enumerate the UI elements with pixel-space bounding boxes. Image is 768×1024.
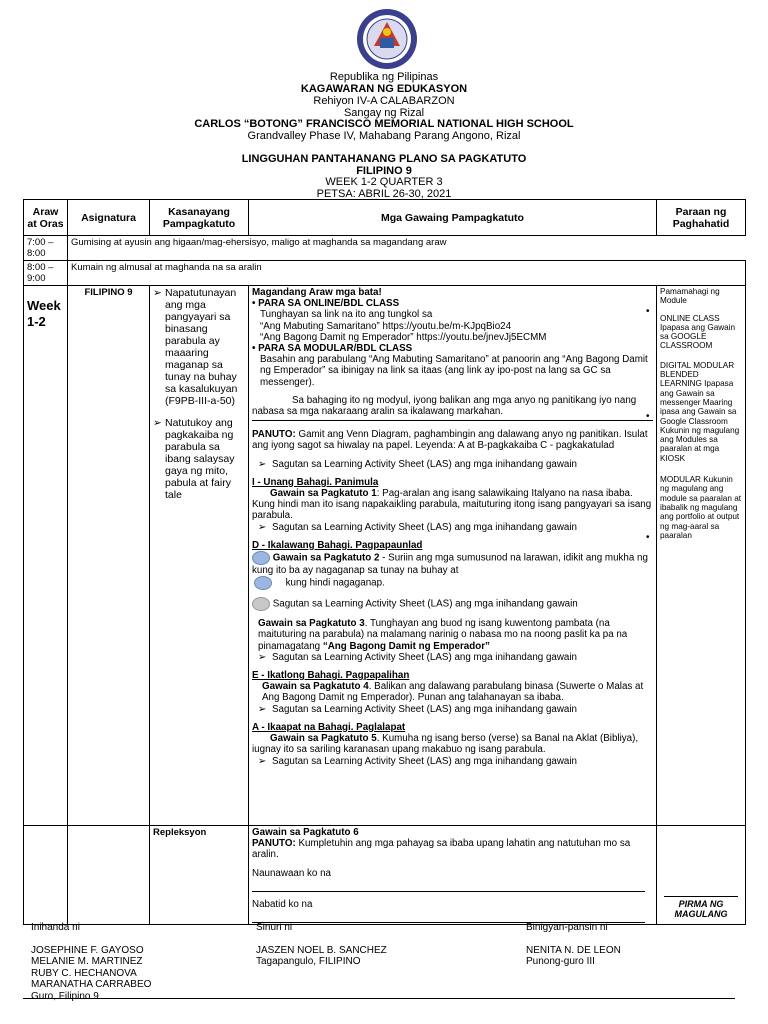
arrow-bullet-icon: ➢ — [257, 703, 267, 715]
panuto-venn — [252, 429, 653, 451]
region-text: Rehiyon IV-A CALABARZON — [313, 95, 455, 107]
reflection-cell — [249, 826, 657, 925]
arrow-bullet-icon: ➢ — [153, 417, 162, 429]
department-text: KAGAWARAN NG EDUKASYON — [300, 83, 468, 95]
link-samaritano[interactable]: “Ang Mabuting Samaritano” https://youtu.be/m-KJpqBio24 — [260, 320, 512, 332]
objective-text-1: Napatutunayan ang mga pangyayari sa binasang parabula ay maaaring maganap sa tunay na buhay sa kasalukuyan (F9PB-III-a-50) — [165, 287, 238, 407]
header-araw: Araw at Oras — [24, 200, 68, 236]
panuto-label: PANUTO: — [252, 838, 296, 850]
panuto-label: PANUTO: — [252, 429, 296, 441]
las-text: Sagutan sa Learning Activity Sheet (LAS) ang mga inihandang gawain — [272, 458, 577, 470]
noted-label: Binigyan-pansin ni — [526, 922, 608, 933]
gawain2-label: Gawain sa Pagkatuto 2 — [272, 552, 380, 564]
arrow-bullet-icon: ➢ — [257, 521, 267, 533]
principal-name: NENITA N. DE LEON — [526, 944, 621, 956]
las-instruction — [252, 756, 653, 767]
paraan-cell — [657, 286, 746, 826]
gawain4-label: Gawain sa Pagkatuto 4 — [262, 681, 369, 693]
arrow-bullet-icon: ➢ — [257, 755, 267, 767]
nabatid-label: Nabatid ko na — [252, 898, 313, 910]
week-quarter: WEEK 1-2 QUARTER 3 — [325, 176, 443, 188]
teacher-title: Guro, Filipino 9 — [31, 990, 99, 1002]
gawain3-label: Gawain sa Pagkatuto 3 — [258, 618, 365, 630]
gawain1-text — [252, 488, 653, 522]
gawain1-label: Gawain sa Pagkatuto 1 — [270, 488, 377, 500]
online-class-label: PARA SA ONLINE/BDL CLASS — [258, 298, 400, 310]
objectives-cell — [150, 286, 249, 826]
objective-item — [153, 417, 245, 501]
las-instruction — [252, 459, 653, 470]
paraan-module: Pamamahagi ng Module — [660, 287, 720, 306]
date-text: PETSA: ABRIL 26-30, 2021 — [316, 188, 452, 200]
arrow-bullet-icon: ➢ — [257, 651, 267, 663]
reflection-label: Repleksyon — [150, 826, 249, 925]
gawain5-body: . Kumuha ng isang berso (verse) sa Banal na Aklat (Bibliya), iugnay ito sa sariling karanasan upang makabuo ng isang parabula. — [252, 733, 639, 756]
prepared-by — [31, 922, 151, 1002]
las-text: Sagutan sa Learning Activity Sheet (LAS) ang mga inihandang gawain — [272, 598, 578, 610]
las-instruction — [252, 704, 653, 715]
gawain3-text — [252, 618, 653, 652]
gawain2-body-b: ng kung ito ba ay nagaganap sa tunay na buhay at — [252, 552, 648, 577]
checker-name: JASZEN NOEL B. SANCHEZ — [256, 944, 387, 956]
las-instruction — [252, 522, 653, 533]
activities-cell — [249, 286, 657, 826]
teacher-name: JOSEPHINE F. GAYOSO — [31, 944, 144, 956]
row1-activity: Gumising at ayusin ang higaan/mag-ehersisyo, maligo at maghanda sa magandang araw — [68, 236, 746, 261]
part3-title: E - Ikatlong Bahagi. Pagpapalihan — [252, 670, 410, 682]
las-text: Sagutan sa Learning Activity Sheet (LAS) ang mga inihandang gawain — [272, 521, 577, 533]
link-emperador[interactable]: “Ang Bagong Damit ng Emperador” https://youtu.be/jnevJj5ECMM — [260, 331, 547, 343]
gawain2-body-a: - Suriin ang mga sumusunod na larawan, idikit ang mukha — [379, 552, 635, 564]
panuto-text: Kumpletuhin ang mga pahayag sa ibaba upang lahatin ang natutuhan mo sa aralin. — [252, 838, 631, 861]
teacher-name: MARANATHA CARRABEO — [31, 979, 152, 990]
modular-class-text: Basahin ang parabulang “Ang Mabuting Samaritano” at panoorin ang “Ang Bagong Damit ng Emperador” sa ibinigay na link sa itaas (ang link ay ipo-post na lang sa GC sa messenger). — [260, 354, 648, 388]
blue-circle-icon — [252, 551, 270, 565]
blue-circle-icon — [254, 576, 272, 590]
panuto-text: Gamit ang Venn Diagram, paghambingin ang dalawang anyo ng panitikan. Isulat ang iyong sagot sa hiwalay na papel. Leyenda: A at B-pagkakaiba C - pagkakatulad — [252, 429, 648, 452]
divider — [252, 420, 653, 421]
las-text: Sagutan sa Learning Activity Sheet (LAS) ang mga inihandang gawain — [272, 703, 577, 715]
week-cell: Week 1-2 — [24, 286, 68, 826]
gawain4-text — [252, 681, 653, 703]
learning-plan-table — [23, 199, 746, 925]
gawain2-text — [252, 551, 653, 576]
plan-title: LINGGUHAN PANTAHANANG PLANO SA PAGKATUTO — [241, 153, 527, 165]
header-asignatura: Asignatura — [68, 200, 150, 236]
school-name: CARLOS “BOTONG” FRANCISCO MEMORIAL NATIONAL HIGH SCHOOL — [194, 118, 574, 130]
reflection-empty-cell — [24, 826, 68, 925]
part1-title: I - Unang Bahagi. Panimula — [252, 476, 379, 488]
subject-cell: FILIPINO 9 — [68, 286, 150, 826]
division-text: Sangay ng Rizal — [343, 107, 425, 119]
las-text: Sagutan sa Learning Activity Sheet (LAS) ang mga inihandang gawain — [272, 651, 577, 663]
arrow-bullet-icon: ➢ — [257, 458, 267, 470]
naunawaan-label: Naunawaan ko na — [252, 867, 331, 879]
online-class-title: • PARA SA ONLINE/BDL CLASS — [252, 298, 400, 310]
greeting-text: Magandang Araw mga bata! — [252, 287, 382, 298]
header-kasanayang: Kasanayang Pampagkatuto — [150, 200, 249, 236]
gawain3-body: . Tunghayan ang buod ng isang kuwentong pambata (na maituturing na parabula) na malamang narinig o nabasa mo na noong paslit ka pa na pinamagatang — [258, 618, 628, 652]
answer-line[interactable] — [252, 879, 645, 892]
gawain1-body: : Pag-aralan ang isang salawikaing Italyano na nasa ibaba. Kung hindi man ito isang napakaikling parabula, maituturing itong isang pangyayari sa isang parabula. — [252, 488, 652, 522]
objective-text-2: Natutukoy ang pagkakaiba ng parabula sa ibang salaysay gaya ng mito, pabula at fairy tale — [165, 417, 235, 501]
sabahaging-text: Sa bahaging ito ng modyul, iyong balikan ang mga anyo ng panitikang iyo nang nabasa sa mga nakaraang aralin sa ikalawang markahan. — [252, 394, 637, 418]
noted-by — [526, 922, 621, 968]
reflection-panuto — [252, 838, 653, 860]
teacher-name: MELANIE M. MARTINEZ — [31, 956, 143, 967]
las-text: Sagutan sa Learning Activity Sheet (LAS) ang mga inihandang gawain — [272, 755, 577, 767]
reflection-empty-cell — [68, 826, 150, 925]
bullet-dot-icon: • — [646, 411, 650, 422]
subject-title: FILIPINO 9 — [356, 165, 412, 177]
gawain5-label: Gawain sa Pagkatuto 5 — [270, 733, 377, 745]
checked-by — [256, 922, 387, 968]
footer-divider — [23, 998, 735, 999]
header-paraan: Paraan ng Paghahatid — [657, 200, 746, 236]
checked-label: Sinuri ni — [256, 922, 293, 933]
header-gawain: Mga Gawaing Pampagkatuto — [249, 200, 657, 236]
gawain5-text — [252, 733, 653, 755]
school-address: Grandvalley Phase IV, Mahabang Parang Angono, Rizal — [247, 130, 521, 142]
las-instruction — [252, 597, 653, 611]
online-class-text: Tunghayan sa link na ito ang tungkol sa — [260, 309, 433, 321]
las-instruction — [252, 652, 653, 663]
row2-activity: Kumain ng almusal at maghanda na sa aralin — [68, 261, 746, 286]
modular-class-title: • PARA SA MODULAR/BDL CLASS — [252, 343, 413, 355]
objective-item — [153, 287, 245, 407]
checker-title: Tagapangulo, FILIPINO — [256, 956, 361, 967]
row2-time: 8:00 – 9:00 — [24, 261, 68, 286]
arrow-bullet-icon: ➢ — [153, 287, 162, 299]
grey-circle-icon — [252, 597, 270, 611]
modular-class-label: PARA SA MODULAR/BDL CLASS — [258, 343, 413, 355]
pirma-magulang: PIRMA NG MAGULANG — [664, 896, 738, 919]
part4-title: A - Ikaapat na Bahagi. Paglalapat — [252, 721, 406, 733]
gawain3-story-title: “Ang Bagong Damit ng Emperador” — [322, 640, 490, 652]
gawain2-body-c: kung hindi nagaganap. — [285, 577, 385, 589]
paraan-online: ONLINE CLASS Ipapasa ang Gawain sa GOOGLE CLASSROOM — [660, 313, 736, 351]
pirma-cell — [657, 826, 746, 925]
principal-title: Punong-guro III — [526, 956, 595, 967]
bullet-dot-icon: • — [646, 532, 650, 543]
deped-seal-icon — [356, 8, 418, 70]
teacher-name: RUBY C. HECHANOVA — [31, 967, 137, 979]
republic-text: Republika ng Pilipinas — [329, 71, 439, 83]
gawain4-body: . Balikan ang dalawang parabulang binasa (Suwerte o Malas at Ang Bagong Damit ng Emperador). Punan ang talahanayan sa ibaba. — [262, 681, 644, 704]
paraan-modular: MODULAR Kukunin ng magulang ang module sa paaralan at ibabalik ng magulang ang portfolio at output ng mag-aaral sa paaralan — [660, 475, 742, 540]
part2-title: D - Ikalawang Bahagi. Pagpapaunlad — [252, 539, 423, 551]
bullet-dot-icon: • — [646, 306, 650, 317]
paraan-digital: DIGITAL MODULAR BLENDED LEARNING Ipapasa ang Gawain sa messenger Maaring ipasa ang Gawain sa Google Classroom Kukunin ng magulang ang Modules sa paaralan at mga KIOSK — [660, 360, 740, 463]
gawain2-line-c — [252, 576, 653, 590]
prepared-label: Inihanda ni — [31, 922, 80, 933]
gawain6-label: Gawain sa Pagkatuto 6 — [252, 827, 359, 838]
row1-time: 7:00 – 8:00 — [24, 236, 68, 261]
